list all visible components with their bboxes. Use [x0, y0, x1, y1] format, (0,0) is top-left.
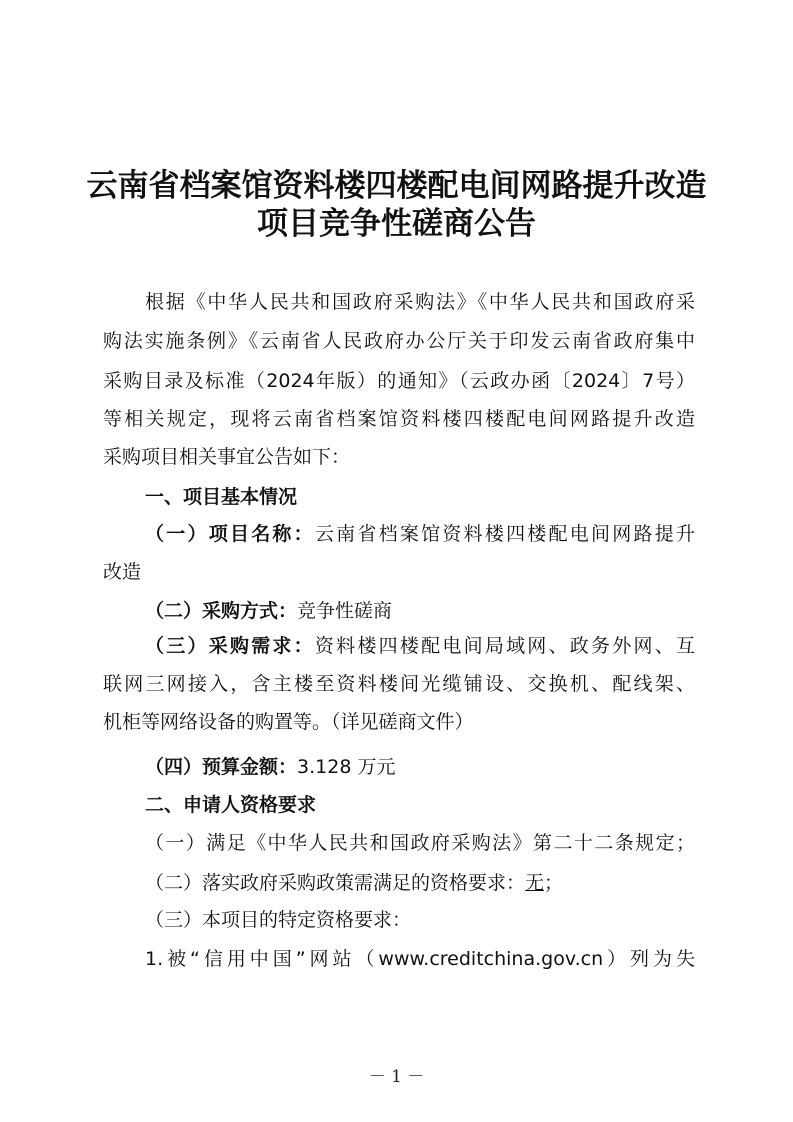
procurement-method-label: （二）采购方式： — [145, 600, 298, 622]
project-name-label: （一）项目名称： — [145, 523, 315, 545]
section-2-heading: 二、申请人资格要求 — [145, 794, 317, 816]
requirement-item-3-1: 1.被“信用中国”网站（www.creditchina.gov.cn）列为失 — [145, 948, 695, 970]
procurement-method-value: 竞争性磋商 — [297, 600, 393, 622]
intro-line-4: 等相关规定，现将云南省档案馆资料楼四楼配电间网路提升改造 — [103, 408, 695, 430]
project-name-value: 云南省档案馆资料楼四楼配电间网路提升 — [314, 523, 695, 545]
budget-line — [145, 752, 695, 782]
document-title-line-1: 云南省档案馆资料楼四楼配电间网路提升改造 — [86, 168, 707, 204]
requirement-item-2 — [145, 868, 695, 898]
requirement-item-2-end: ； — [544, 872, 564, 894]
intro-line-5: 采购项目相关事宜公告如下： — [103, 446, 351, 468]
requirement-item-2-text: （二）落实政府采购政策需满足的资格要求： — [145, 872, 526, 894]
page-number: － 1 － — [368, 1067, 425, 1087]
intro-line-3: 采购目录及标准（2024年版）的通知》（云政办函〔2024〕7号） — [103, 370, 695, 392]
procurement-demand-line-2: 联网三网接入，含主楼至资料楼间光缆铺设、交换机、配线架、 — [103, 673, 695, 695]
budget-value: 3.128 万元 — [297, 756, 396, 778]
procurement-demand-line — [145, 631, 695, 661]
requirement-item-3: （三）本项目的特定资格要求： — [145, 909, 412, 931]
procurement-demand-value: 资料楼四楼配电间局域网、政务外网、互 — [314, 635, 695, 657]
document-title-line-2: 项目竞争性磋商公告 — [257, 206, 536, 242]
intro-line-1: 根据《中华人民共和国政府采购法》《中华人民共和国政府采 — [145, 291, 695, 313]
procurement-demand-line-3: 机柜等网络设备的购置等。（详见磋商文件） — [103, 711, 474, 733]
project-name-line — [145, 519, 695, 549]
requirement-item-2-value: 无 — [525, 872, 545, 894]
requirement-item-1: （一）满足《中华人民共和国政府采购法》第二十二条规定； — [145, 832, 695, 854]
project-name-continuation: 改造 — [103, 561, 142, 583]
procurement-method-line — [145, 596, 695, 626]
section-1-heading: 一、项目基本情况 — [145, 486, 298, 508]
procurement-demand-label: （三）采购需求： — [145, 635, 315, 657]
budget-label: （四）预算金额： — [145, 756, 298, 778]
intro-line-2: 购法实施条例》《云南省人民政府办公厅关于印发云南省政府集中 — [103, 330, 695, 352]
